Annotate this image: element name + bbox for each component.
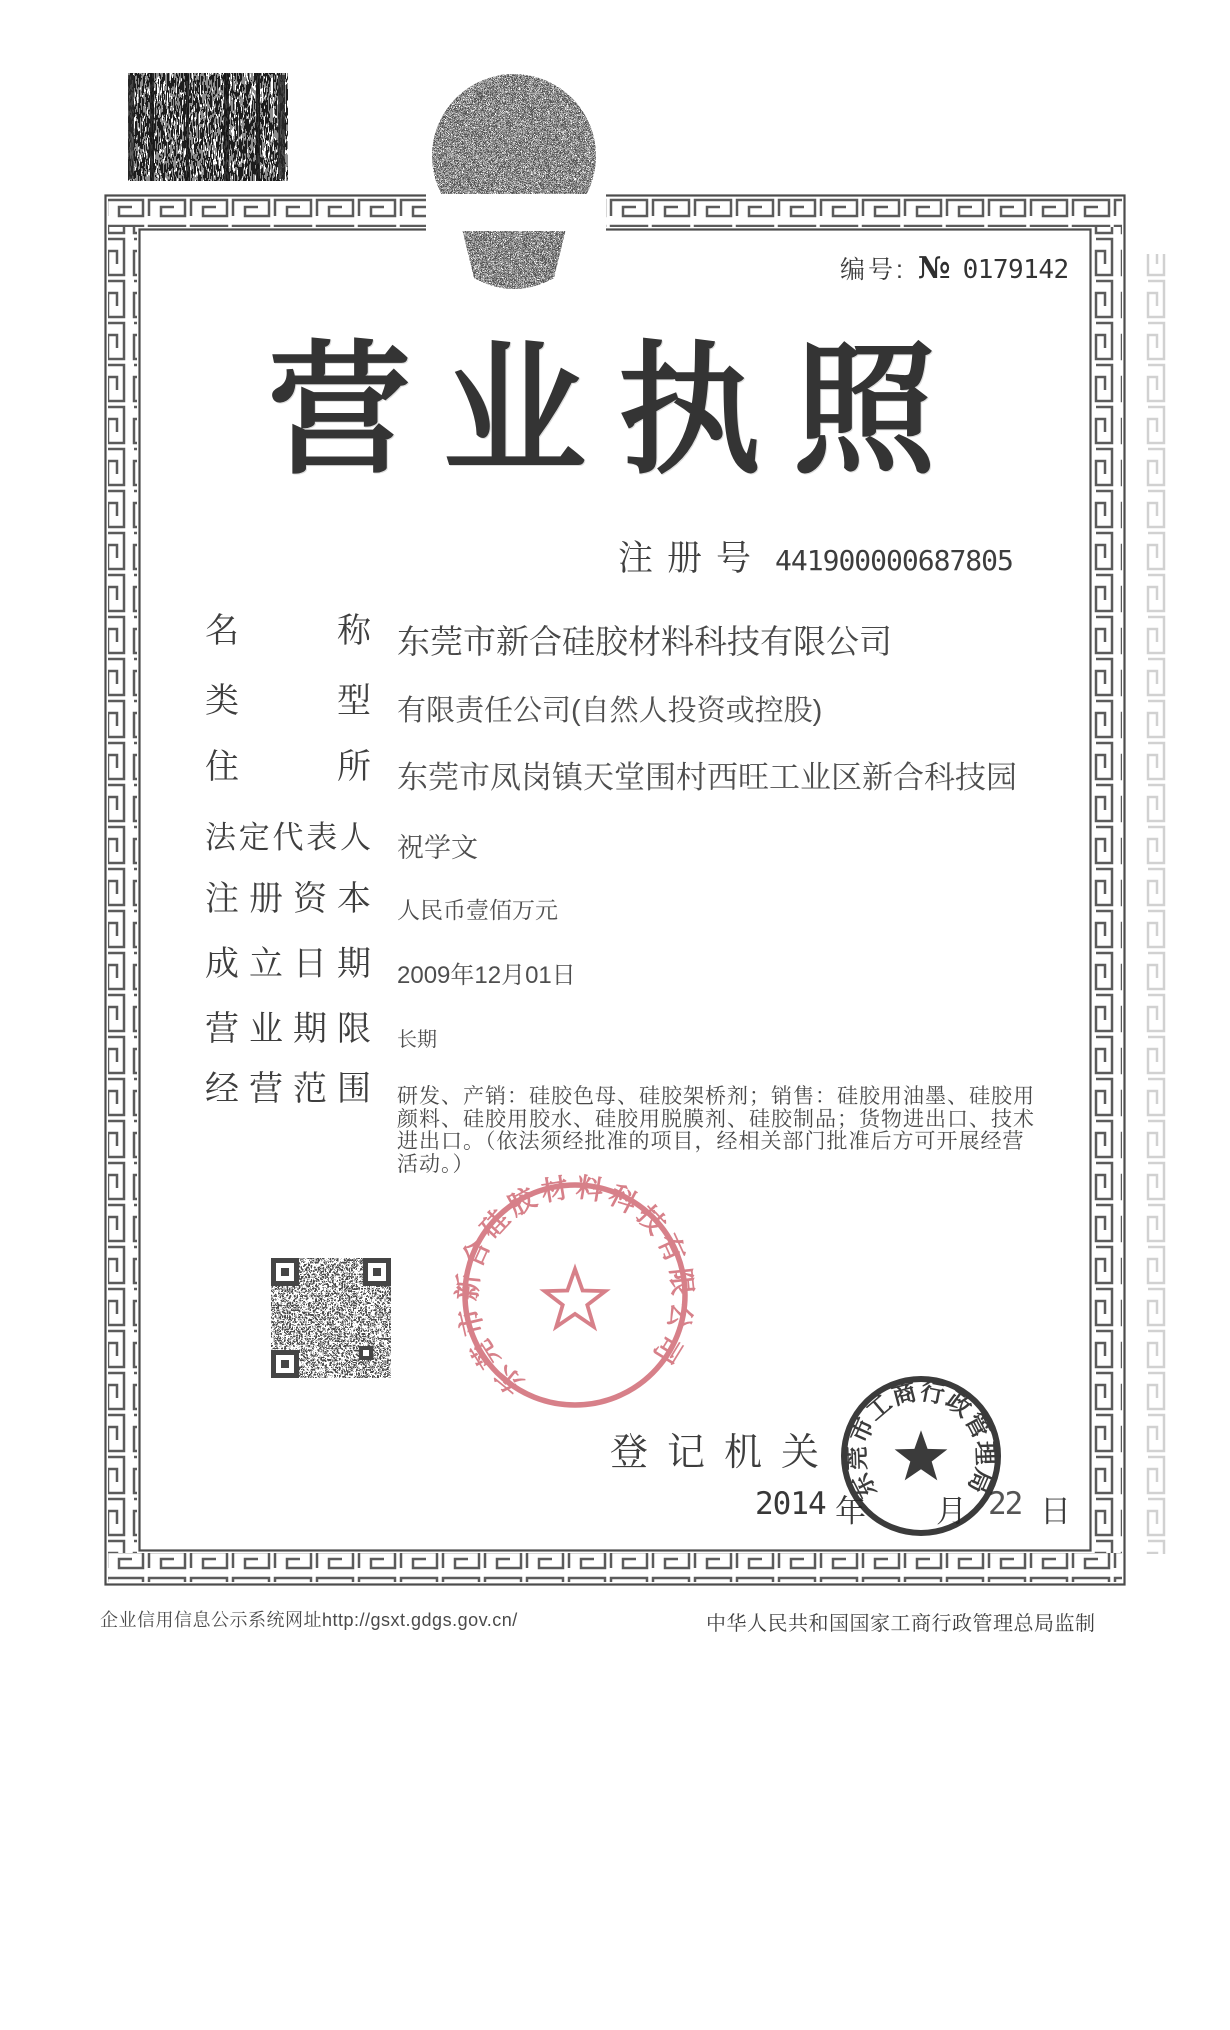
registrar-seal — [831, 1366, 1011, 1546]
scope-line: 活动。） — [397, 1152, 475, 1176]
field-row-address — [205, 748, 1105, 795]
field-row-name — [205, 612, 1105, 660]
scope-line: 颜料、硅胶用胶水、硅胶用脱膜剂、硅胶制品；货物进出口、技术 — [397, 1107, 1035, 1131]
company-seal — [435, 1155, 715, 1435]
registrar-seal-text: 东莞市工商行政管理局 — [843, 1378, 999, 1503]
field-value: 长期 — [397, 1029, 437, 1051]
issue-date-year-unit: 年 — [835, 1494, 866, 1529]
field-label: 法定代表人 — [205, 820, 371, 855]
issue-date-day-unit: 日 — [1040, 1494, 1071, 1529]
svg-text:东莞市新合硅胶材料科技有限公司 — [452, 1172, 698, 1399]
five-pointed-star-icon — [545, 1269, 606, 1327]
field-value: 有限责任公司(自然人投资或控股) — [397, 695, 823, 727]
registration-number-line — [618, 531, 1013, 581]
field-row-registered-capital — [205, 880, 1105, 924]
five-pointed-star-icon — [895, 1430, 948, 1480]
issue-date-year: 2014 — [755, 1486, 826, 1522]
scope-line: 研发、产销：硅胶色母、硅胶架桥剂；销售：硅胶用油墨、硅胶用 — [397, 1085, 1035, 1108]
scope-line: 进出口。（依法须经批准的项目，经相关部门批准后方可开展经营 — [397, 1130, 1025, 1153]
company-seal-text: 东莞市新合硅胶材料科技有限公司 — [452, 1172, 698, 1400]
registration-number-label: 注册号 — [618, 539, 766, 578]
field-value: 东莞市新合硅胶材料科技有限公司 — [397, 623, 892, 660]
field-row-legal-representative — [205, 818, 1105, 862]
qr-code — [263, 1250, 399, 1386]
field-value: 人民币壹佰万元 — [397, 897, 558, 923]
barcode-image — [128, 73, 288, 181]
field-label: 营业期限 — [205, 1010, 371, 1048]
registration-number-value: 441900000687805 — [775, 544, 1013, 577]
field-label: 住所 — [205, 748, 371, 786]
serial-number: 0179142 — [962, 255, 1069, 285]
footer-public-info-url: 企业信用信息公示系统网址http://gsxt.gdgs.gov.cn/ — [100, 1610, 518, 1630]
field-label: 注册资本 — [205, 880, 371, 918]
field-row-type — [205, 682, 1105, 726]
serial-label: 编号: — [840, 256, 906, 284]
field-label: 名称 — [205, 612, 371, 650]
document-title: 营业执照 — [268, 332, 968, 491]
numero-sign: № — [917, 251, 951, 286]
footer-issuer-text: 中华人民共和国国家工商行政管理总局监制 — [706, 1613, 1096, 1635]
serial-line — [840, 250, 1069, 286]
issue-date-day: 22 — [988, 1486, 1022, 1522]
field-label: 经营范围 — [205, 1070, 371, 1108]
registrar-label: 登记机关 — [610, 1432, 839, 1474]
field-row-business-scope — [205, 1070, 1105, 1176]
field-row-business-term — [205, 1010, 1105, 1054]
field-label: 类型 — [205, 682, 371, 720]
field-value: 东莞市凤岗镇天堂围村西旺工业区新合科技园 — [397, 760, 1017, 795]
issue-date-month-unit: 月 — [936, 1494, 967, 1529]
field-label: 成立日期 — [205, 945, 371, 983]
field-row-establish-date — [205, 945, 1105, 989]
field-value: 祝学文 — [397, 833, 478, 863]
field-value: 2009年12月01日 — [397, 962, 576, 989]
